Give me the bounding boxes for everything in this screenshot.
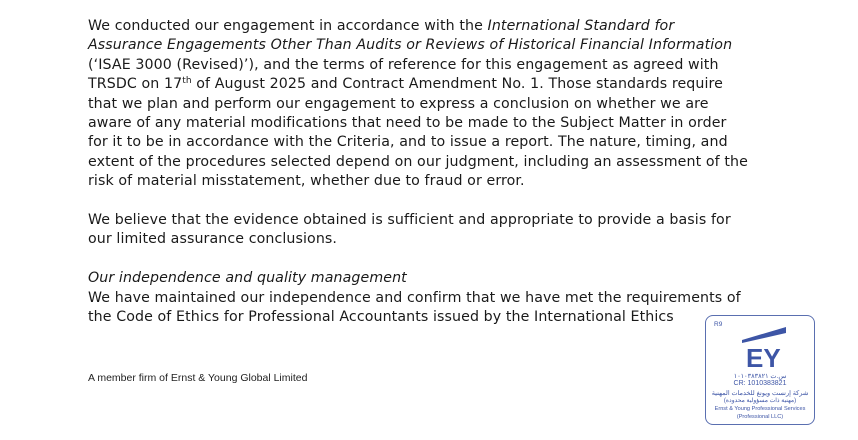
text-line: We believe that the evidence obtained is sufficient and appropriate to provide a basis for (88, 212, 731, 229)
text-line: risk of material misstatement, whether due to fraud or error. (88, 173, 525, 190)
section-heading (88, 269, 788, 288)
text-run: We conducted our engagement in accordance with the (88, 18, 488, 34)
stamp-english-type: (Professional LLC) (736, 414, 784, 420)
text-line: that we plan and perform our engagement to express a conclusion on whether we are (88, 95, 709, 112)
company-stamp (705, 315, 815, 425)
stamp-arabic-type: (مهنية ذات مسؤولية محدودة) (723, 398, 797, 404)
text-line: our limited assurance conclusions. (88, 231, 338, 248)
stamp-code: R9 (714, 321, 723, 328)
text-line (88, 36, 788, 55)
text-line: aware of any material modifications that need to be made to the Subject Matter in order (88, 115, 727, 132)
stamp-cr-number: CR: 1010383821 (733, 380, 787, 387)
text-line: the Code of Ethics for Professional Accountants issued by the International Ethics (88, 309, 674, 326)
text-line (88, 17, 788, 36)
footer-text: A member firm of Ernst & Young Global Limited (88, 372, 308, 384)
ordinal-superscript: th (182, 76, 192, 87)
document-body (88, 17, 788, 327)
paragraph-gap (88, 192, 788, 211)
standard-title-italic: International Standard for (487, 18, 675, 34)
text-line: for it to be in accordance with the Criteria, and to issue a report. The nature, timing, and (88, 134, 728, 151)
text-line (88, 75, 788, 94)
stamp-cr-arabic: س.ت ١٠١٠٣٨٣٨٢١ (733, 373, 787, 380)
text-line: extent of the procedures selected depend on our judgment, including an assessment of the (88, 153, 748, 170)
stamp-arabic-name: شركة إرنست ويونغ للخدمات المهنية (711, 390, 809, 397)
paragraph-gap (88, 250, 788, 269)
ey-logo-icon (738, 324, 790, 370)
text-run: of August 2025 and Contract Amendment No. 1. Those standards require (191, 76, 723, 93)
text-run: TRSDC on 17 (88, 76, 183, 93)
stamp-english-name: Ernst & Young Professional Services (714, 406, 806, 412)
text-line: (‘ISAE 3000 (Revised)’), and the terms of reference for this engagement as agreed with (88, 56, 719, 73)
section-heading-text: Our independence and quality management (88, 270, 407, 287)
standard-title-italic: Assurance Engagements Other Than Audits or Reviews of Historical Financial Information (88, 37, 733, 54)
logo-text: EY (746, 343, 781, 370)
text-line: We have maintained our independence and confirm that we have met the requirements of (88, 289, 741, 306)
